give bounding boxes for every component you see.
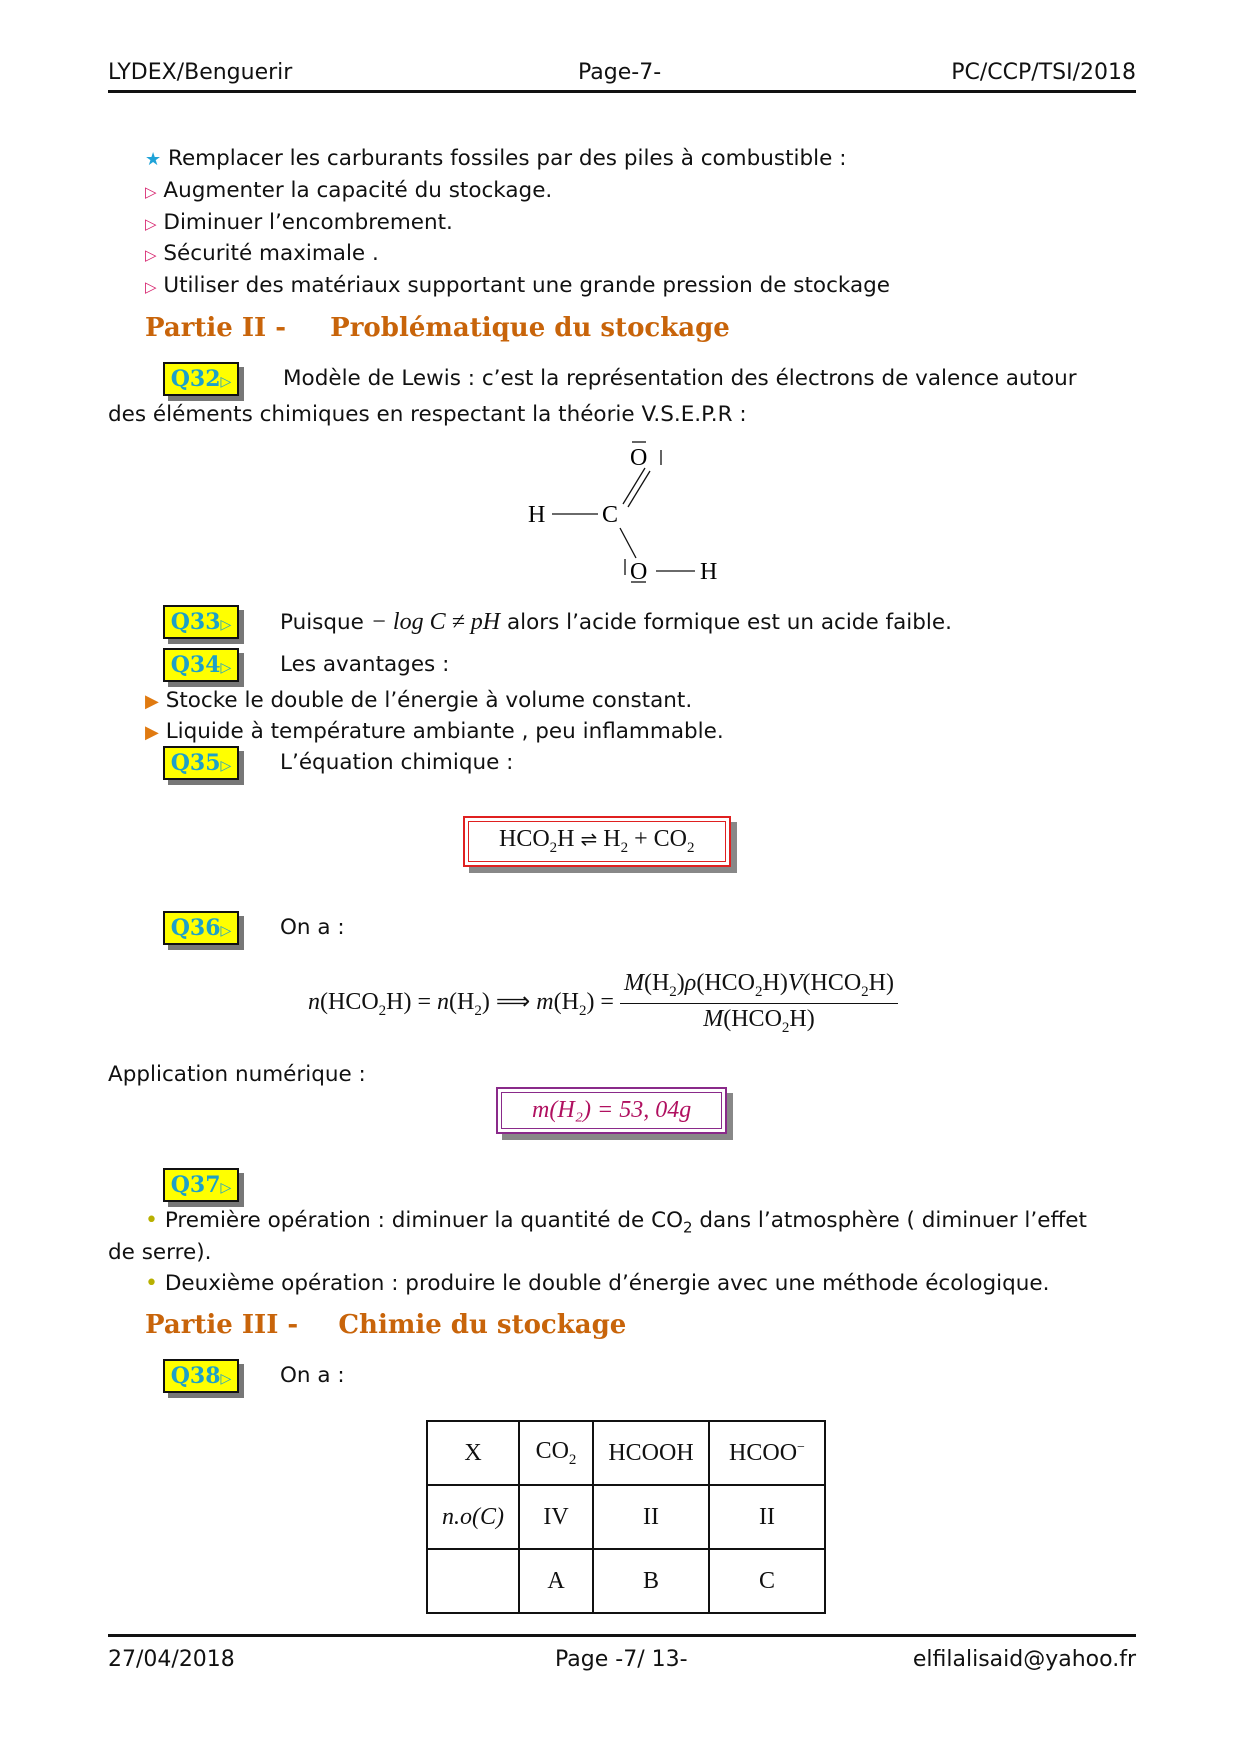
- triangle-icon: ▷: [145, 183, 157, 201]
- footer-rule: [108, 1634, 1136, 1637]
- play-icon: ▷: [220, 1371, 232, 1387]
- q32-text-line1: Modèle de Lewis : c’est la représentation des électrons de valence autour: [283, 366, 1077, 391]
- q34-badge: Q34▷: [163, 648, 239, 682]
- table-cell: II: [709, 1485, 825, 1549]
- equation-box: [463, 816, 731, 867]
- double-bond-b: [628, 471, 650, 507]
- q36-text: On a :: [280, 915, 345, 940]
- q33-math: − log C ≠ pH: [370, 609, 501, 635]
- header-left: LYDEX/Benguerir: [108, 60, 293, 85]
- list-item: ▷ Augmenter la capacité du stockage.: [145, 178, 553, 203]
- atom-h-left: H: [528, 502, 546, 528]
- atom-h-right: H: [700, 559, 718, 585]
- q34-text: Les avantages :: [280, 652, 450, 677]
- triangle-icon: ▷: [145, 246, 157, 264]
- table-row: [427, 1485, 825, 1549]
- q35-badge: Q35▷: [163, 746, 239, 780]
- table-cell: C: [709, 1549, 825, 1613]
- chemical-equation: $HCO_2H$ ⇌ $H_2 + CO_2$: [468, 821, 726, 862]
- list-item: ▷ Diminuer l’encombrement.: [145, 210, 453, 235]
- footer-center: Page -7/ 13-: [555, 1647, 688, 1672]
- header-rule: [108, 90, 1136, 93]
- table-cell: IV: [519, 1485, 593, 1549]
- header-right: PC/CCP/TSI/2018: [951, 60, 1136, 85]
- list-item: ▶ Liquide à température ambiante , peu inflammable.: [145, 719, 724, 744]
- q37-bullet2: • Deuxième opération : produire le double d’énergie avec une méthode écologique.: [145, 1271, 1050, 1296]
- table-cell: HCOO−: [709, 1421, 825, 1485]
- q32-text-line2: des éléments chimiques en respectant la théorie V.S.E.P.R :: [108, 402, 747, 427]
- arrow-icon: ▶: [145, 722, 159, 743]
- oxidation-table: [426, 1420, 826, 1614]
- table-cell: X: [427, 1421, 519, 1485]
- q38-text: On a :: [280, 1363, 345, 1388]
- table-cell: B: [593, 1549, 709, 1613]
- q32-badge: Q32▷: [163, 362, 239, 396]
- table-row: [427, 1421, 825, 1485]
- play-icon: ▷: [220, 374, 232, 390]
- q35-text: L’équation chimique :: [280, 750, 514, 775]
- table-cell: $CO_2$: [519, 1421, 593, 1485]
- bond-c-o: [620, 528, 636, 558]
- play-icon: ▷: [220, 923, 232, 939]
- arrow-icon: ▶: [145, 691, 159, 712]
- triangle-icon: ▷: [145, 278, 157, 296]
- section-heading-partie3: Partie III - Chimie du stockage: [145, 1310, 627, 1340]
- list-item: ▷ Utiliser des matériaux supportant une grande pression de stockage: [145, 273, 891, 298]
- double-bond-a: [623, 468, 645, 504]
- q36-badge: Q36▷: [163, 911, 239, 945]
- section-heading-partie2: Partie II - Problématique du stockage: [145, 313, 730, 343]
- star-icon: ★: [145, 149, 162, 170]
- atom-o-bottom: O: [630, 559, 648, 585]
- table-cell: HCOOH: [593, 1421, 709, 1485]
- lewis-structure: [520, 438, 760, 598]
- q37-bullet1-cont: de serre).: [108, 1240, 212, 1265]
- list-item: ▶ Stocke le double de l’énergie à volume constant.: [145, 688, 693, 713]
- triangle-icon: ▷: [145, 215, 157, 233]
- q36-formula: $n(HCO_2H) = n(H_2)$ ⟹ $m(H_2)$ = $\frac{M(H_2)\rho(HCO_2H)V(HCO_2H)}{M(HCO_2H)}$: [308, 970, 898, 1037]
- star-line: [145, 146, 846, 171]
- table-cell: A: [519, 1549, 593, 1613]
- atom-c: C: [602, 502, 619, 528]
- q33-text: Puisque − log C ≠ pH alors l’acide formique est un acide faible.: [280, 609, 952, 635]
- table-cell: n.o(C): [427, 1485, 519, 1549]
- table-cell: II: [593, 1485, 709, 1549]
- star-line-text: Remplacer les carburants fossiles par des piles à combustible :: [167, 146, 847, 171]
- bullet-dot-icon: •: [145, 1208, 158, 1233]
- play-icon: ▷: [220, 660, 232, 676]
- q38-badge: Q38▷: [163, 1359, 239, 1393]
- footer-left: 27/04/2018: [108, 1647, 235, 1672]
- table-row: [427, 1549, 825, 1613]
- table-cell: [427, 1549, 519, 1613]
- header-center: Page-7-: [578, 60, 662, 85]
- result-box: [496, 1087, 727, 1134]
- footer-right: elfilalisaid@yahoo.fr: [912, 1647, 1136, 1672]
- bullet-dot-icon: •: [145, 1271, 158, 1296]
- list-item: ▷ Sécurité maximale .: [145, 241, 379, 266]
- play-icon: ▷: [220, 758, 232, 774]
- play-icon: ▷: [220, 617, 232, 633]
- result-value: m(H₂) = 53, 04g: [501, 1092, 722, 1129]
- play-icon: ▷: [220, 1180, 232, 1196]
- q33-badge: Q33▷: [163, 605, 239, 639]
- q37-badge: Q37▷: [163, 1168, 239, 1202]
- atom-o-top: O: [630, 445, 648, 471]
- application-numerique: Application numérique :: [108, 1062, 366, 1087]
- q37-bullet1: • Première opération : diminuer la quantité de $CO_2$ dans l’atmosphère ( diminuer l’effet: [145, 1208, 1087, 1237]
